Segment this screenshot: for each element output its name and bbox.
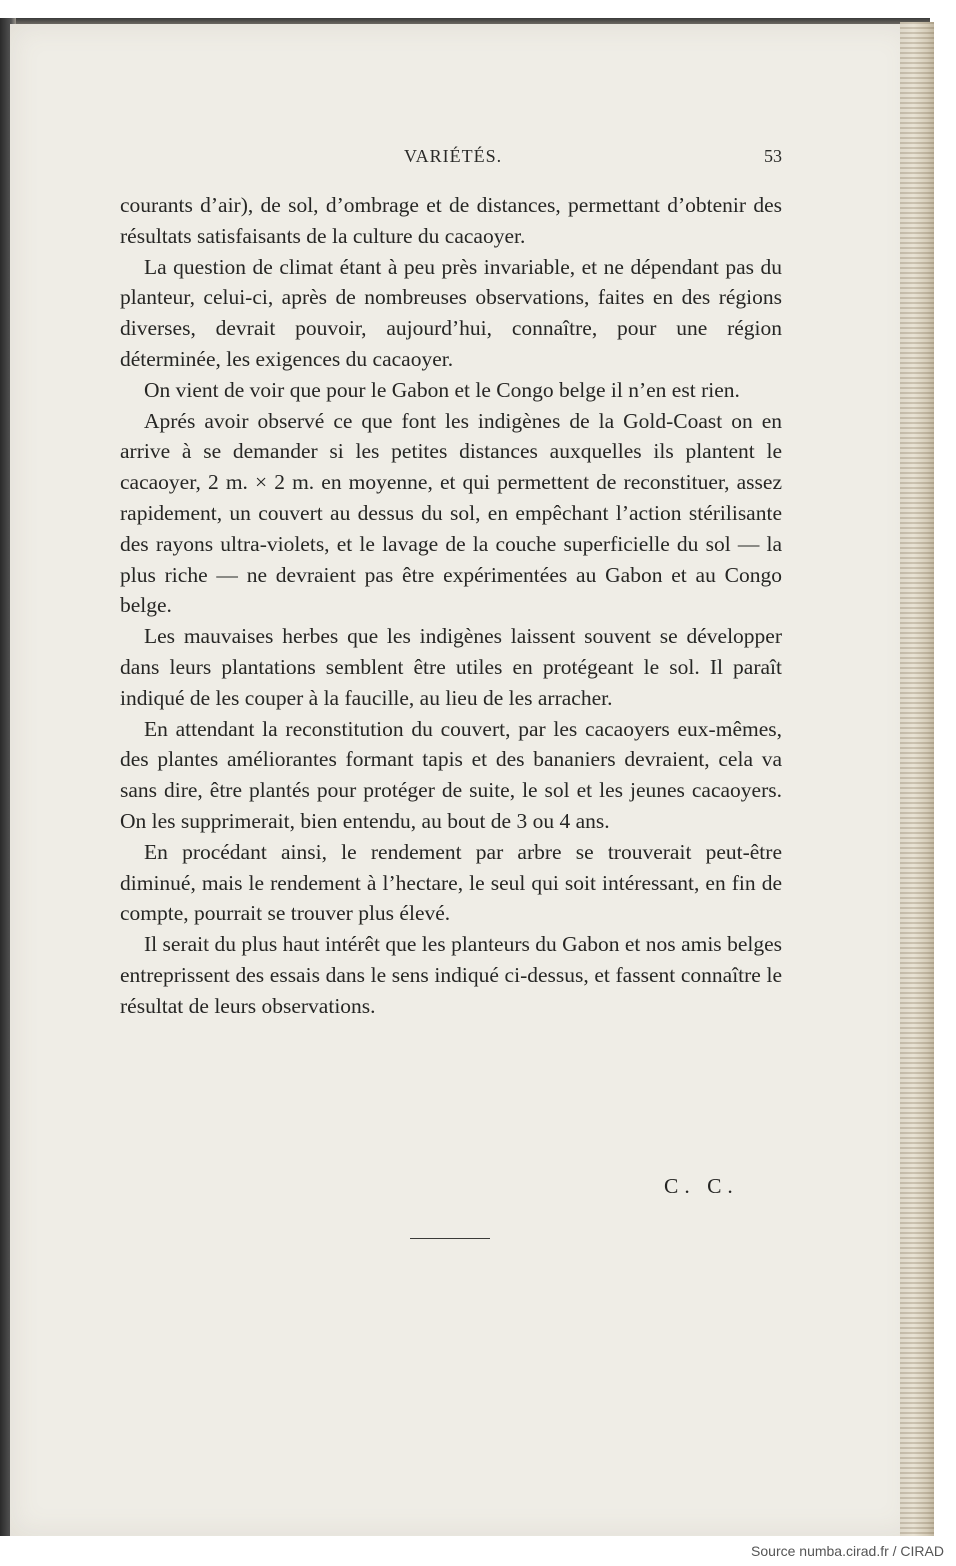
body-text xyxy=(120,190,782,1022)
paragraph-7: En procédant ainsi, le rendement par arbre se trouverait peut-être diminué, mais le rendement à l’hectare, le seul qui soit intéressant, en fin de compte, pourrait se trouver plus élevé. xyxy=(120,839,782,926)
paragraph-6: En attendant la reconstitution du couvert, par les cacaoyers eux-mêmes, des plantes améliorantes formant tapis et des bananiers devraient, cela va sans dire, être plantés pour protéger de suite, le sol et les jeunes cacaoyers. On les supprimerait, bien entendu, au bout de 3 ou 4 ans. xyxy=(120,716,782,833)
page-number: 53 xyxy=(764,146,782,166)
paragraph-1: courants d’air), de sol, d’ombrage et de distances, permettant d’obtenir des résultats satisfaisants de la culture du cacaoyer. xyxy=(120,193,782,248)
paragraph-3: On vient de voir que pour le Gabon et le Congo belge il n’en est rien. xyxy=(144,377,740,402)
source-credit: Source numba.cirad.fr / CIRAD xyxy=(751,1543,944,1559)
page-block-edge xyxy=(900,22,934,1536)
paragraph-8: Il serait du plus haut intérêt que les planteurs du Gabon et nos amis belges entreprissent des essais dans le sens indiqué ci-dessus, et fassent connaître le résultat de leurs observations. xyxy=(120,932,782,1018)
paragraph-5: Les mauvaises herbes que les indigènes laissent souvent se développer dans leurs plantations semblent être utiles en protégeant le sol. Il paraît indiqué de les couper à la faucille, au lieu de les arracher. xyxy=(120,624,782,710)
running-head-title: VARIÉTÉS. xyxy=(404,146,503,166)
paragraph-4: Aprés avoir observé ce que font les indigènes de la Gold-Coast on en arrive à se demander si les petites distances auxquelles ils plantent le cacaoyer, 2 m. × 2 m. en moyenne, et qui permettent de reconstituer, assez rapidement, un couvert au dessus du sol, en empêchant l’action stérilisante des rayons ultra-violets, et le lavage de la couche superficielle du sol — la plus riche — ne devraient pas être expérimentées au Gabon et au Congo belge. xyxy=(120,408,782,618)
paragraph-2: La question de climat étant à peu près invariable, et ne dépendant pas du planteur, celui-ci, après de nombreuses observations, faites en des régions diverses, devrait pouvoir, aujourd’hui, connaître, pour une région déterminée, les exigences du cacaoyer. xyxy=(120,254,782,371)
closing-rule xyxy=(410,1238,490,1239)
author-signature: C. C. xyxy=(664,1174,739,1198)
